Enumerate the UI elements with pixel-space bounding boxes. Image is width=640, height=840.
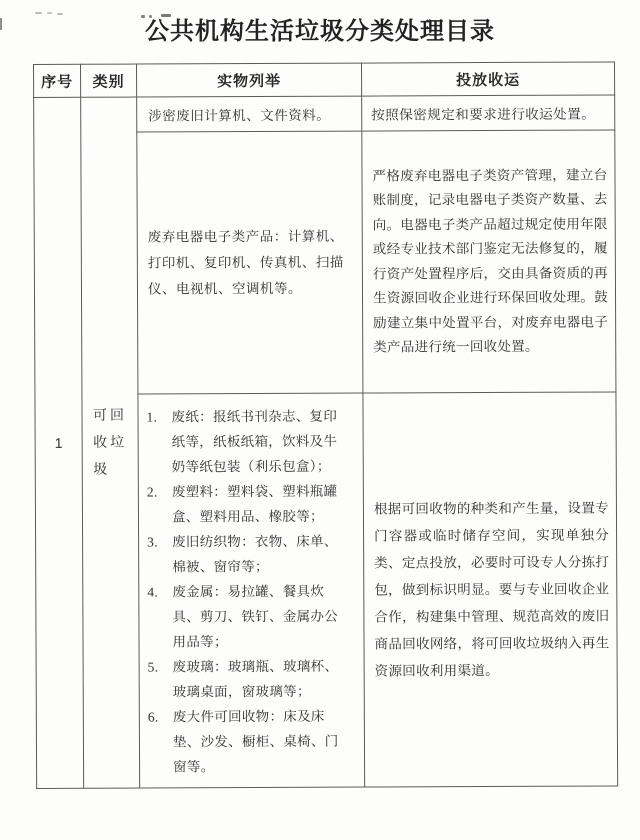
header-disposal-collection: 投放收运	[361, 62, 614, 96]
items-cell-confidential: 涉密废旧计算机、文件资料。	[137, 96, 362, 132]
table-row	[34, 95, 615, 133]
list-item-text: 废纸：报纸书刊杂志、复印纸等，纸板纸箱，饮料及牛奶等纸包装（利乐包盒）；	[171, 408, 338, 475]
serial-number-cell: 1	[34, 97, 84, 788]
list-item	[148, 704, 360, 780]
waste-catalog-table	[33, 61, 618, 789]
list-item	[146, 404, 358, 480]
list-item-number: 5.	[147, 659, 159, 675]
disposal-cell-recyclables: 根据可回收物的种类和产生量，设置专门容器或临时储存空间，实现单独分类、定点投放，必要时可设专人分拣打包，做到标识明显。要与专业回收企业合作，构建集中管理、规范高效的废旧商品回收网络，将可回收垃圾纳入再生资源回收利用渠道。	[363, 392, 618, 787]
list-item	[147, 479, 359, 530]
items-cell-electronics: 废弃电器电子类产品：计算机、打印机、复印机、传真机、扫描仪、电视机、空调机等。	[137, 131, 363, 394]
list-item-text: 废玻璃：玻璃瓶、玻璃杯、玻璃桌面，窗玻璃等；	[172, 658, 339, 700]
catalog-table-wrapper	[33, 61, 618, 789]
list-item-number: 6.	[147, 709, 159, 725]
scan-edge-artifact	[0, 18, 2, 30]
category-label: 可回收垃圾	[93, 408, 128, 478]
list-item-number: 4.	[147, 584, 159, 600]
list-item-number: 3.	[147, 534, 158, 550]
list-item-number: 1.	[146, 409, 158, 425]
page-title: 公共机构生活垃圾分类处理目录	[145, 18, 495, 45]
header-serial-number: 序号	[34, 64, 81, 97]
list-item-text: 废旧纺织物：衣物、床单、棉被、窗帘等；	[172, 533, 338, 575]
list-item	[148, 654, 360, 705]
list-item	[147, 529, 359, 580]
list-item-number: 2.	[146, 484, 158, 500]
scanned-document-page	[0, 11, 640, 840]
disposal-cell-electronics: 严格废弃电器电子类资产管理，建立台账制度，记录电器电子类资产数量、去向。电器电子类产品超过规定使用年限或经专业技术部门鉴定无法修复的，履行资产处置程序后，交由具备资质的再生资源回收企业进行环保回收处理。鼓励建立集中处置平台，对废弃电器电子类产品进行统一回收处置。	[362, 130, 616, 393]
table-header-row	[34, 62, 615, 98]
disposal-cell-confidential: 按照保密规定和要求进行收运处置。	[362, 95, 615, 131]
category-cell	[81, 97, 140, 788]
list-item	[147, 579, 359, 655]
cut-off-text-artifact	[33, 11, 193, 20]
header-category: 类别	[81, 64, 137, 97]
header-item-list: 实物列举	[137, 63, 362, 97]
items-cell-recyclables	[138, 393, 365, 788]
list-item-text: 废塑料：塑料袋、塑料瓶罐盒、塑料用品、橡胶等；	[171, 483, 338, 525]
list-item-text: 废大件可回收物：床及床垫、沙发、橱柜、桌椅、门窗等。	[172, 708, 339, 775]
list-item-text: 废金属：易拉罐、餐具炊具、剪刀、铁钉、金属办公用品等；	[172, 583, 339, 650]
